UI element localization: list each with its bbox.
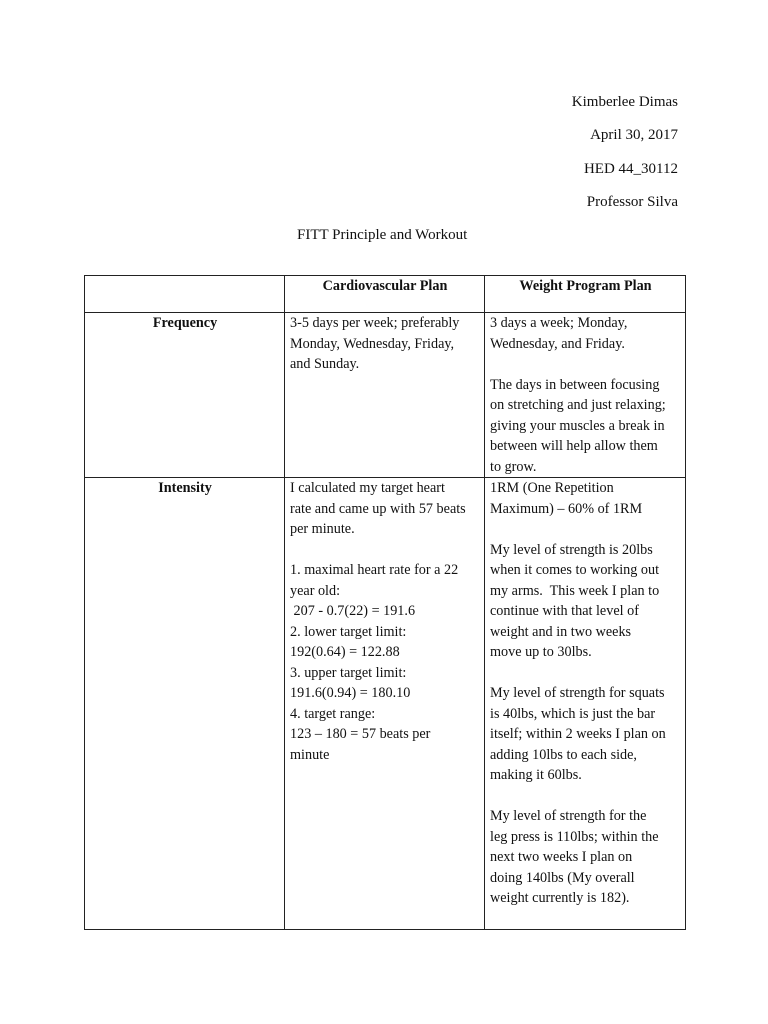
cell-text-line: 1. maximal heart rate for a 22 <box>290 562 459 578</box>
intensity-weight-cell <box>485 478 686 930</box>
cell-text-line: year old: <box>290 582 341 599</box>
frequency-cardio-cell <box>285 313 485 478</box>
cell-text-line: 3 days a week; Monday, <box>490 315 628 331</box>
cell-text-line: minute <box>290 746 330 763</box>
cell-text-line: leg press is 110lbs; within the <box>490 828 659 845</box>
table-row-frequency <box>85 313 686 478</box>
cell-text-line: I calculated my target heart <box>290 480 445 496</box>
cell-text-line: adding 10lbs to each side, <box>490 746 637 763</box>
cell-text-line: Maximum) – 60% of 1RM <box>490 500 643 517</box>
table-header-row <box>85 276 686 313</box>
document-date: April 30, 2017 <box>590 127 678 143</box>
cell-text-line: weight currently is 182). <box>490 890 630 906</box>
cell-text-line: giving your muscles a break in <box>490 417 665 434</box>
paragraph-gap <box>490 786 681 807</box>
paragraph-gap <box>490 519 681 540</box>
cell-text-line: 123 – 180 = 57 beats per <box>290 726 431 742</box>
paragraph-gap <box>490 354 681 375</box>
row-label-intensity: Intensity <box>85 478 285 930</box>
professor-name: Professor Silva <box>586 194 678 210</box>
cell-text-line: doing 140lbs (My overall <box>490 869 635 886</box>
cell-text-line: to grow. <box>490 458 537 475</box>
cell-text-line: 192(0.64) = 122.88 <box>290 644 400 660</box>
cell-text-line: 3. upper target limit: <box>290 664 407 681</box>
cell-text-line: when it comes to working out <box>490 562 660 578</box>
row-label-frequency: Frequency <box>85 313 285 478</box>
cell-text-line: per minute. <box>290 521 355 537</box>
cell-text-line: 207 - 0.7(22) = 191.6 <box>290 603 416 619</box>
cell-text-line: next two weeks I plan on <box>490 849 633 865</box>
cell-text-line: 191.6(0.94) = 180.10 <box>290 685 411 701</box>
frequency-weight-cell <box>485 313 686 478</box>
column-header-cardio: Cardiovascular Plan <box>285 276 485 313</box>
cell-text-line: continue with that level of <box>490 603 639 619</box>
cell-text-line: Monday, Wednesday, Friday, <box>290 335 455 352</box>
paragraph-gap <box>490 663 681 684</box>
cell-text-line: 2. lower target limit: <box>290 623 407 640</box>
paragraph-gap <box>290 540 480 561</box>
cell-text-line: making it 60lbs. <box>490 767 582 783</box>
cell-text-line: between will help allow them <box>490 438 658 454</box>
cell-text-line: rate and came up with 57 beats <box>290 500 466 517</box>
cell-text-line: The days in between focusing <box>490 376 660 393</box>
course-code: HED 44_30112 <box>583 161 678 177</box>
cell-text-line: weight and in two weeks <box>490 623 632 640</box>
table-row-intensity <box>85 478 686 930</box>
fitt-table <box>84 275 686 930</box>
cell-text-line: 4. target range: <box>290 705 376 722</box>
cell-text-line: on stretching and just relaxing; <box>490 397 666 413</box>
cell-text-line: and Sunday. <box>290 356 360 372</box>
cell-text-line: is 40lbs, which is just the bar <box>490 705 656 722</box>
cell-text-line: 1RM (One Repetition <box>490 480 614 496</box>
column-header-blank <box>85 276 285 313</box>
cell-text-line: my arms. This week I plan to <box>490 582 660 599</box>
cell-text-line: Wednesday, and Friday. <box>490 335 625 352</box>
cell-text-line: itself; within 2 weeks I plan on <box>490 726 666 742</box>
cell-text-line: 3-5 days per week; preferably <box>290 315 460 331</box>
author-name: Kimberlee Dimas <box>571 94 678 110</box>
column-header-weight: Weight Program Plan <box>485 276 686 313</box>
cell-text-line: My level of strength for the <box>490 808 647 824</box>
cell-text-line: move up to 30lbs. <box>490 644 592 660</box>
cell-text-line: My level of strength for squats <box>490 685 665 701</box>
intensity-cardio-cell <box>285 478 485 930</box>
cell-text-line: My level of strength is 20lbs <box>490 541 653 558</box>
document-title: FITT Principle and Workout <box>297 227 468 243</box>
